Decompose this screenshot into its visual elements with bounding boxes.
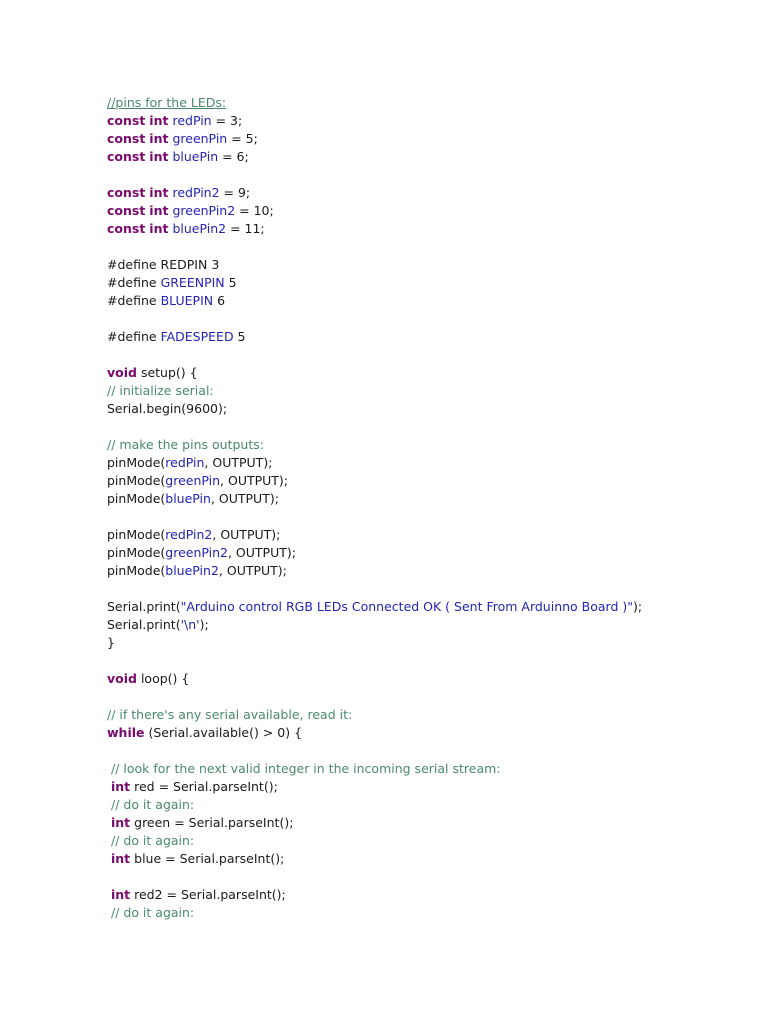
- code-text: loop() {: [136, 671, 190, 686]
- code-text: 6: [213, 293, 226, 308]
- code-text: , OUTPUT);: [212, 527, 281, 542]
- code-line: [107, 220, 747, 238]
- code-text: #define: [107, 275, 161, 290]
- code-text: pinMode(: [107, 455, 166, 470]
- code-line: [107, 760, 747, 778]
- keyword: int: [149, 113, 169, 128]
- keyword: int: [110, 815, 131, 830]
- keyword: const: [107, 131, 146, 146]
- identifier: redPin: [172, 113, 212, 128]
- code-text: #define: [107, 293, 161, 308]
- comment: // if there's any serial available, read it:: [107, 707, 353, 722]
- blank-line: [107, 418, 747, 436]
- comment: //pins for the LEDs:: [107, 95, 227, 110]
- comment: // do it again:: [110, 905, 195, 920]
- blank-line: [107, 688, 747, 706]
- string-literal: '\n': [180, 617, 200, 632]
- code-line: [107, 886, 747, 904]
- keyword: int: [149, 221, 169, 236]
- identifier: GREENPIN: [160, 275, 225, 290]
- blank-line: [107, 580, 747, 598]
- code-text: );: [633, 599, 643, 614]
- code-line: [107, 544, 747, 562]
- blank-line: [107, 868, 747, 886]
- code-line: [107, 382, 747, 400]
- keyword: int: [110, 779, 131, 794]
- code-text: (Serial.available() > 0) {: [144, 725, 303, 740]
- identifier: greenPin2: [172, 203, 236, 218]
- comment: // do it again:: [110, 797, 195, 812]
- code-line: [107, 400, 747, 418]
- comment: // look for the next valid integer in the incoming serial stream:: [110, 761, 501, 776]
- code-text: = 11;: [226, 221, 265, 236]
- keyword: void: [107, 365, 137, 380]
- code-text: 5: [233, 329, 246, 344]
- identifier: greenPin2: [165, 545, 228, 560]
- code-line: [107, 670, 747, 688]
- code-text: red = Serial.parseInt();: [130, 779, 278, 794]
- code-text: 5: [224, 275, 237, 290]
- blank-line: [107, 310, 747, 328]
- identifier: bluePin: [172, 149, 219, 164]
- blank-line: [107, 742, 747, 760]
- blank-line: [107, 652, 747, 670]
- keyword: int: [149, 203, 169, 218]
- string-literal: "Arduino control RGB LEDs Connected OK ( Sent From Arduinno Board )": [180, 599, 633, 614]
- code-text: , OUTPUT);: [210, 491, 279, 506]
- code-text: Serial.print(: [107, 599, 181, 614]
- identifier: BLUEPIN: [160, 293, 214, 308]
- code-text: pinMode(: [107, 563, 166, 578]
- keyword: while: [107, 725, 145, 740]
- code-line: [107, 562, 747, 580]
- code-line: [107, 598, 747, 616]
- blank-line: [107, 166, 747, 184]
- identifier: bluePin2: [172, 221, 227, 236]
- code-text: , OUTPUT);: [227, 545, 296, 560]
- code-text: = 5;: [227, 131, 258, 146]
- code-text: = 10;: [235, 203, 274, 218]
- code-line: [107, 526, 747, 544]
- keyword: const: [107, 185, 146, 200]
- keyword: void: [107, 671, 137, 686]
- identifier: redPin: [165, 455, 205, 470]
- code-text: pinMode(: [107, 491, 166, 506]
- code-line: [107, 850, 747, 868]
- code-text: blue = Serial.parseInt();: [130, 851, 285, 866]
- comment: // do it again:: [110, 833, 195, 848]
- keyword: int: [149, 131, 169, 146]
- code-text: = 3;: [211, 113, 243, 128]
- identifier: bluePin: [165, 491, 211, 506]
- code-text: #define REDPIN 3: [107, 257, 220, 272]
- code-line: [107, 130, 747, 148]
- blank-line: [107, 346, 747, 364]
- code-line: [107, 184, 747, 202]
- code-line: [107, 202, 747, 220]
- code-line: [107, 724, 747, 742]
- keyword: int: [149, 149, 169, 164]
- code-line: [107, 364, 747, 382]
- code-line: [107, 490, 747, 508]
- code-line: [107, 454, 747, 472]
- code-document: [107, 94, 747, 922]
- code-line: [107, 274, 747, 292]
- identifier: greenPin: [165, 473, 221, 488]
- code-text: );: [199, 617, 209, 632]
- code-text: green = Serial.parseInt();: [130, 815, 294, 830]
- identifier: bluePin2: [165, 563, 219, 578]
- code-line: [107, 832, 747, 850]
- comment: // initialize serial:: [107, 383, 214, 398]
- code-line: [107, 328, 747, 346]
- code-text: Serial.begin(9600);: [107, 401, 228, 416]
- code-text: = 9;: [219, 185, 251, 200]
- code-line: [107, 706, 747, 724]
- keyword: int: [110, 887, 131, 902]
- code-line: [107, 472, 747, 490]
- keyword: const: [107, 113, 146, 128]
- keyword: int: [149, 185, 169, 200]
- code-text: pinMode(: [107, 527, 166, 542]
- code-text: , OUTPUT);: [220, 473, 289, 488]
- code-line: [107, 148, 747, 166]
- code-text: = 6;: [218, 149, 249, 164]
- identifier: redPin2: [165, 527, 213, 542]
- identifier: redPin2: [172, 185, 220, 200]
- code-line: [107, 634, 747, 652]
- code-line: [107, 436, 747, 454]
- code-text: red2 = Serial.parseInt();: [130, 887, 286, 902]
- blank-line: [107, 508, 747, 526]
- code-text: #define: [107, 329, 161, 344]
- identifier: greenPin: [172, 131, 228, 146]
- code-text: , OUTPUT);: [218, 563, 287, 578]
- code-text: Serial.print(: [107, 617, 181, 632]
- keyword: const: [107, 149, 146, 164]
- keyword: int: [110, 851, 131, 866]
- code-text: }: [107, 635, 115, 650]
- identifier: FADESPEED: [160, 329, 234, 344]
- blank-line: [107, 238, 747, 256]
- code-line: [107, 94, 747, 112]
- code-line: [107, 616, 747, 634]
- code-line: [107, 778, 747, 796]
- keyword: const: [107, 221, 146, 236]
- code-text: , OUTPUT);: [204, 455, 273, 470]
- code-line: [107, 292, 747, 310]
- code-line: [107, 796, 747, 814]
- code-line: [107, 814, 747, 832]
- code-line: [107, 112, 747, 130]
- code-text: setup() {: [136, 365, 198, 380]
- code-line: [107, 256, 747, 274]
- code-line: [107, 904, 747, 922]
- comment: // make the pins outputs:: [107, 437, 264, 452]
- code-text: pinMode(: [107, 545, 166, 560]
- keyword: const: [107, 203, 146, 218]
- code-text: pinMode(: [107, 473, 166, 488]
